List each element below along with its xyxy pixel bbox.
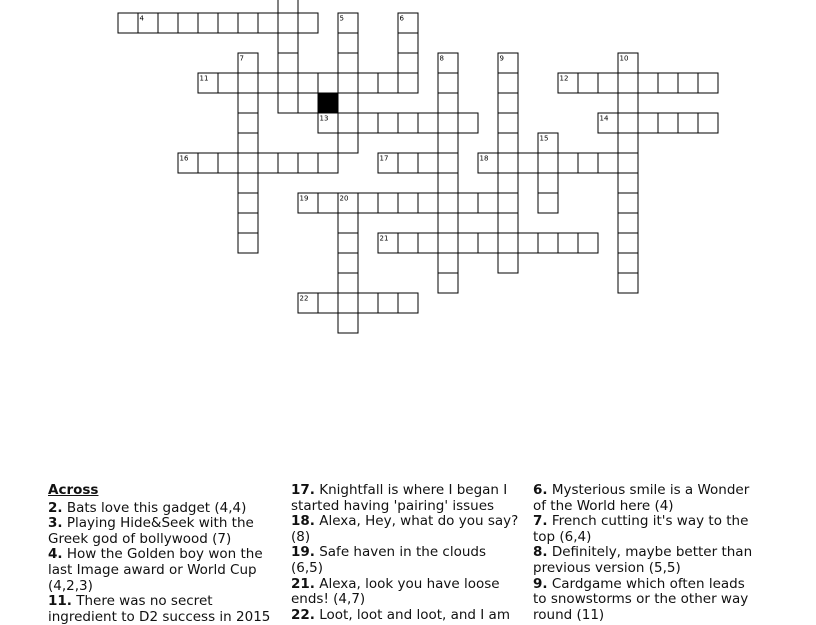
grid-cell[interactable] [258,13,278,33]
grid-cell[interactable] [258,153,278,173]
grid-cell[interactable] [338,53,358,73]
clues-column-1 [48,483,273,625]
grid-cell[interactable] [358,293,378,313]
clue-text: Safe haven in the clouds (6,5) [291,544,487,576]
grid-cell[interactable] [218,13,238,33]
grid-cell[interactable] [338,133,358,153]
grid-cell[interactable] [318,193,338,213]
grid-cell[interactable] [178,13,198,33]
grid-cell[interactable] [378,113,398,133]
grid-cell[interactable] [538,233,558,253]
clue-number: 18. [291,513,315,530]
clue-8 [533,545,758,576]
clue-number: 19. [291,544,315,561]
clue-number: 6. [533,482,548,498]
grid-cell[interactable] [438,113,458,133]
clue-text: Playing Hide&Seek with the Greek god of bollywood (7) [48,515,254,547]
grid-cell[interactable] [498,113,518,133]
grid-cell[interactable] [378,293,398,313]
grid-cell[interactable] [418,113,438,133]
grid-cell[interactable] [538,193,558,213]
grid-cell[interactable] [678,73,698,93]
grid-cell[interactable] [118,13,138,33]
grid-cell[interactable] [218,153,238,173]
grid-cell[interactable] [438,173,458,193]
grid-cell[interactable] [498,73,518,93]
grid-cell[interactable] [658,73,678,93]
grid-cell[interactable] [318,73,338,93]
grid-cell[interactable] [438,133,458,153]
grid-cell[interactable] [478,233,498,253]
grid-cell[interactable] [578,73,598,93]
grid-cell[interactable] [278,153,298,173]
grid-cell[interactable] [578,153,598,173]
grid-cell[interactable] [698,73,718,93]
grid-cell[interactable] [238,233,258,253]
grid-cell[interactable] [238,13,258,33]
clue-4 [48,547,273,594]
grid-cell[interactable] [338,113,358,133]
clue-number: 4. [48,546,63,563]
cell-number: 6 [399,14,404,23]
grid-cell[interactable] [278,93,298,113]
cell-number: 8 [439,54,444,63]
grid-cell[interactable] [398,73,418,93]
cell-number: 10 [619,54,629,63]
cell-number: 15 [539,134,549,143]
grid-cell[interactable] [338,73,358,93]
clue-text: Bats love this gadget (4,4) [66,499,247,516]
clue-text: Definitely, maybe better than previous version (5,5) [533,544,753,576]
grid-cell[interactable] [298,153,318,173]
clue-text: Alexa, look you have loose ends! (4,7) [291,575,500,608]
grid-cell[interactable] [498,173,518,193]
clue-2 [48,501,273,517]
grid-cell[interactable] [258,73,278,93]
grid-cell[interactable] [338,93,358,113]
grid-cell[interactable] [338,233,358,253]
grid-cell[interactable] [418,233,438,253]
cell-number: 18 [479,154,489,163]
grid-cell[interactable] [498,253,518,273]
grid-cell[interactable] [438,233,458,253]
grid-cell[interactable] [438,93,458,113]
grid-cell[interactable] [238,193,258,213]
grid-cell[interactable] [618,273,638,293]
grid-cell[interactable] [238,73,258,93]
grid-cell[interactable] [338,293,358,313]
clue-17 [291,483,519,514]
grid-cell[interactable] [198,13,218,33]
grid-cell[interactable] [598,73,618,93]
clue-text: French cutting it's way to the top (6,4) [533,513,749,545]
grid-cell[interactable] [438,273,458,293]
grid-cell[interactable] [238,93,258,113]
grid-cell[interactable] [318,293,338,313]
grid-cell[interactable] [618,153,638,173]
grid-cell[interactable] [398,193,418,213]
clue-text: There was no secret ingredient to D2 success in 2015 [48,593,271,625]
grid-cell[interactable] [498,193,518,213]
grid-cell[interactable] [458,233,478,253]
grid-cell[interactable] [618,233,638,253]
clue-7 [533,514,758,545]
cell-number: 19 [299,194,309,203]
grid-cell[interactable] [278,0,298,13]
grid-cell[interactable] [378,73,398,93]
clue-11 [48,594,273,625]
grid-cell[interactable] [278,13,298,33]
cell-number: 21 [379,234,389,243]
grid-cell[interactable] [638,73,658,93]
grid-cell[interactable] [378,193,398,213]
grid-cell[interactable] [438,193,458,213]
grid-cell[interactable] [478,193,498,213]
cell-number: 17 [379,154,389,163]
clue-number: 21. [291,575,315,592]
grid-cell[interactable] [558,233,578,253]
grid-cell[interactable] [398,113,418,133]
grid-cell[interactable] [298,73,318,93]
grid-cell[interactable] [418,193,438,213]
grid-cell[interactable] [538,173,558,193]
clue-text: Cardgame which often leads to snowstorms or the other way round (11) [533,575,749,623]
clues-column-3 [533,483,758,623]
grid-cell[interactable] [518,233,538,253]
grid-cell[interactable] [418,153,438,173]
cell-number: 22 [299,294,309,303]
grid-cell[interactable] [538,153,558,173]
grid-cell[interactable] [618,213,638,233]
clue-text: Alexa, Hey, what do you say? (8) [291,513,519,545]
grid-cell[interactable] [238,153,258,173]
cell-number: 11 [199,74,209,83]
grid-cell[interactable] [578,233,598,253]
grid-cell[interactable] [218,73,238,93]
grid-cell[interactable] [398,293,418,313]
grid-cell[interactable] [678,113,698,133]
grid-cell[interactable] [358,113,378,133]
grid-cell[interactable] [438,253,458,273]
cell-number: 5 [339,14,344,23]
grid-cell[interactable] [618,133,638,153]
grid-cell[interactable] [698,113,718,133]
across-heading: Across [48,482,99,498]
grid-cell[interactable] [278,33,298,53]
grid-cell[interactable] [158,13,178,33]
clue-3 [48,516,273,547]
cell-number: 20 [339,194,349,203]
clue-number: 7. [533,513,548,530]
grid-cell[interactable] [338,253,358,273]
cell-number: 7 [239,54,244,63]
grid-cell[interactable] [658,113,678,133]
grid-cell[interactable] [238,133,258,153]
grid-cell[interactable] [438,73,458,93]
grid-cell[interactable] [518,153,538,173]
grid-cell[interactable] [238,213,258,233]
grid-cell[interactable] [498,233,518,253]
grid-cell[interactable] [498,213,518,233]
clue-number: 22. [291,606,315,623]
grid-cell[interactable] [398,33,418,53]
grid-cell[interactable] [398,153,418,173]
grid-cell[interactable] [338,313,358,333]
grid-cell[interactable] [238,173,258,193]
clue-number: 3. [48,515,63,532]
grid-cell[interactable] [318,153,338,173]
clue-text: Loot, loot and loot, and I am [319,606,510,623]
grid-cell[interactable] [338,33,358,53]
cell-number: 16 [179,154,189,163]
black-cell [318,93,338,113]
grid-cell[interactable] [298,13,318,33]
cell-number: 4 [139,14,144,23]
grid-cell[interactable] [358,73,378,93]
clue-9 [533,577,758,624]
grid-cell[interactable] [498,133,518,153]
grid-cell[interactable] [438,153,458,173]
grid-cell[interactable] [618,193,638,213]
grid-cell[interactable] [238,113,258,133]
grid-cell[interactable] [458,193,478,213]
grid-cell[interactable] [558,153,578,173]
grid-cell[interactable] [498,93,518,113]
grid-cell[interactable] [338,213,358,233]
grid-cell[interactable] [338,273,358,293]
grid-cell[interactable] [398,53,418,73]
grid-cell[interactable] [458,113,478,133]
clue-text: Knightfall is where I began I started having 'pairing' issues [291,482,508,514]
clue-text: Mysterious smile is a Wonder of the World here (4) [533,482,750,514]
grid-cell[interactable] [278,53,298,73]
clue-number: 11. [48,593,72,610]
grid-cell[interactable] [358,193,378,213]
clue-number: 9. [533,575,548,592]
clues-column-2 [291,483,519,623]
cell-number: 9 [499,54,504,63]
cell-number: 14 [599,114,609,123]
clue-6 [533,483,758,514]
clue-22 [291,608,519,624]
cell-number: 13 [319,114,329,123]
grid-cell[interactable] [398,233,418,253]
grid-cell[interactable] [618,253,638,273]
clue-21 [291,577,519,608]
grid-cell[interactable] [618,173,638,193]
grid-cell[interactable] [198,153,218,173]
cell-number: 12 [559,74,569,83]
clue-text: How the Golden boy won the last Image award or World Cup (4,2,3) [48,546,263,594]
grid-cell[interactable] [498,153,518,173]
grid-cell[interactable] [438,213,458,233]
grid-cell[interactable] [618,73,638,93]
grid-cell[interactable] [618,93,638,113]
clue-18 [291,514,519,545]
clue-number: 8. [533,544,548,561]
grid-cell[interactable] [638,113,658,133]
grid-cell[interactable] [618,113,638,133]
grid-cell[interactable] [278,73,298,93]
clue-number: 17. [291,482,315,498]
clue-number: 2. [48,499,63,516]
grid-cell[interactable] [298,93,318,113]
clue-19 [291,545,519,576]
grid-cell[interactable] [598,153,618,173]
